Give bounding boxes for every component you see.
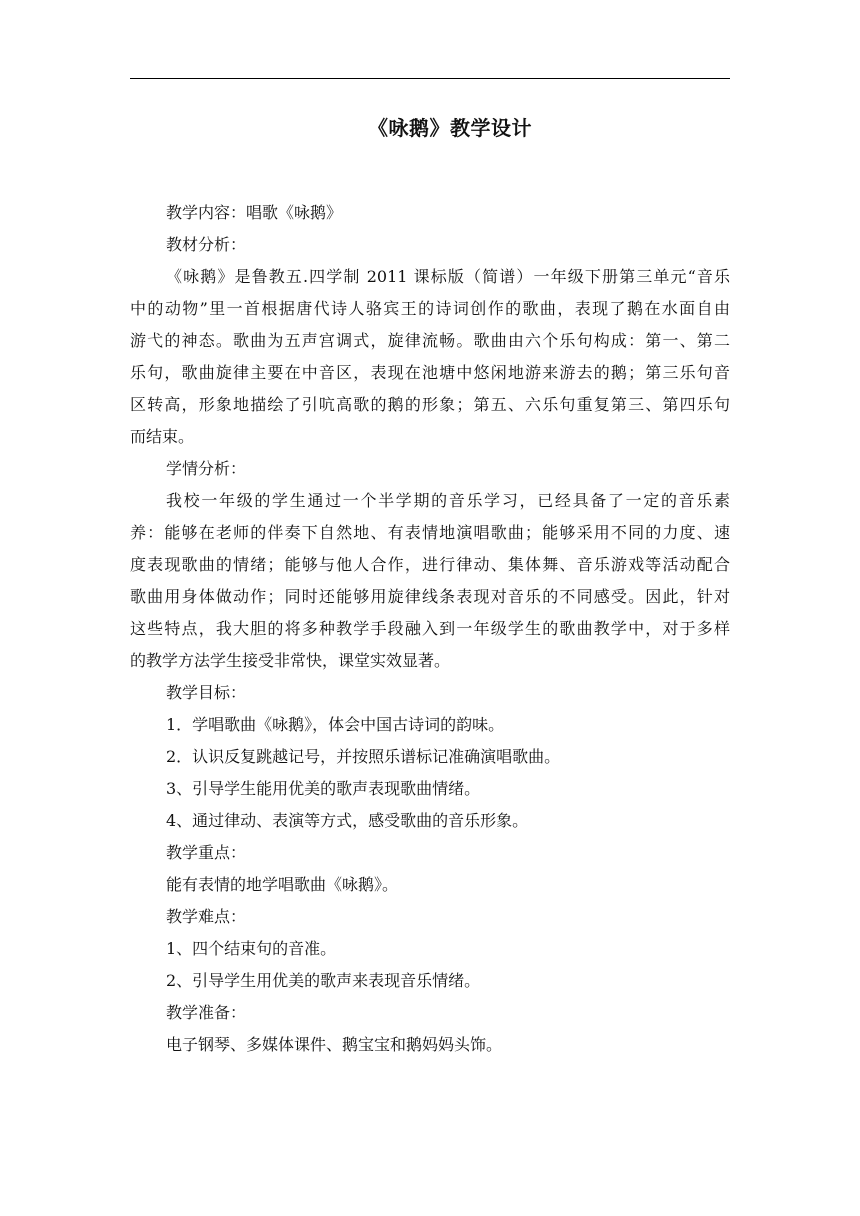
text-line: 学情分析：	[166, 459, 247, 478]
text-line: 游弋的神态。歌曲为五声宫调式，旋律流畅。歌曲由六个乐句构成：第一、第二	[130, 331, 730, 350]
text-line: 养：能够在老师的伴奏下自然地、有表情地演唱歌曲；能够采用不同的力度、速	[130, 523, 730, 542]
text-line: 的教学方法学生接受非常快，课堂实效显著。	[130, 651, 451, 670]
text-line: 电子钢琴、多媒体课件、鹅宝宝和鹅妈妈头饰。	[166, 1035, 503, 1054]
document-title: 《咏鹅》教学设计	[368, 116, 532, 140]
text-line: 乐句，歌曲旋律主要在中音区，表现在池塘中悠闲地游来游去的鹅；第三乐句音	[130, 363, 730, 382]
text-line: 度表现歌曲的情绪；能够与他人合作，进行律动、集体舞、音乐游戏等活动配合	[130, 555, 730, 574]
text-line: 区转高，形象地描绘了引吭高歌的鹅的形象；第五、六乐句重复第三、第四乐句	[130, 395, 730, 414]
text-line: 能有表情的地学唱歌曲《咏鹅》。	[166, 875, 399, 894]
text-line: 3、引导学生能用优美的歌声表现歌曲情绪。	[166, 779, 481, 798]
text-line: 而结束。	[130, 427, 195, 446]
text-line: 教学内容：唱歌《咏鹅》	[166, 203, 343, 222]
text-line: 歌曲用身体做动作；同时还能够用旋律线条表现对音乐的不同感受。因此，针对	[130, 587, 730, 606]
text-line: 2、引导学生用优美的歌声来表现音乐情绪。	[166, 971, 481, 990]
text-line: 1、四个结束句的音准。	[166, 939, 337, 958]
text-line: 1．学唱歌曲《咏鹅》，体会中国古诗词的韵味。	[166, 715, 505, 734]
document-body	[130, 197, 730, 1061]
text-line: 这些特点，我大胆的将多种教学手段融入到一年级学生的歌曲教学中，对于多样	[130, 619, 730, 638]
header-rule	[130, 78, 730, 79]
text-line: 教材分析：	[166, 235, 247, 254]
text-line: 我校一年级的学生通过一个半学期的音乐学习，已经具备了一定的音乐素	[166, 491, 730, 510]
text-line: 中的动物”里一首根据唐代诗人骆宾王的诗词创作的歌曲，表现了鹅在水面自由	[130, 299, 730, 318]
text-line: 教学准备：	[166, 1003, 247, 1022]
text-line: 4、通过律动、表演等方式，感受歌曲的音乐形象。	[166, 811, 529, 830]
text-line: 《咏鹅》是鲁教五.四学制 2011 课标版（简谱）一年级下册第三单元“音乐	[166, 267, 730, 286]
text-line: 教学重点：	[166, 843, 247, 862]
text-line: 教学目标：	[166, 683, 247, 702]
text-line: 2．认识反复跳越记号，并按照乐谱标记准确演唱歌曲。	[166, 747, 561, 766]
text-line: 教学难点：	[166, 907, 247, 926]
